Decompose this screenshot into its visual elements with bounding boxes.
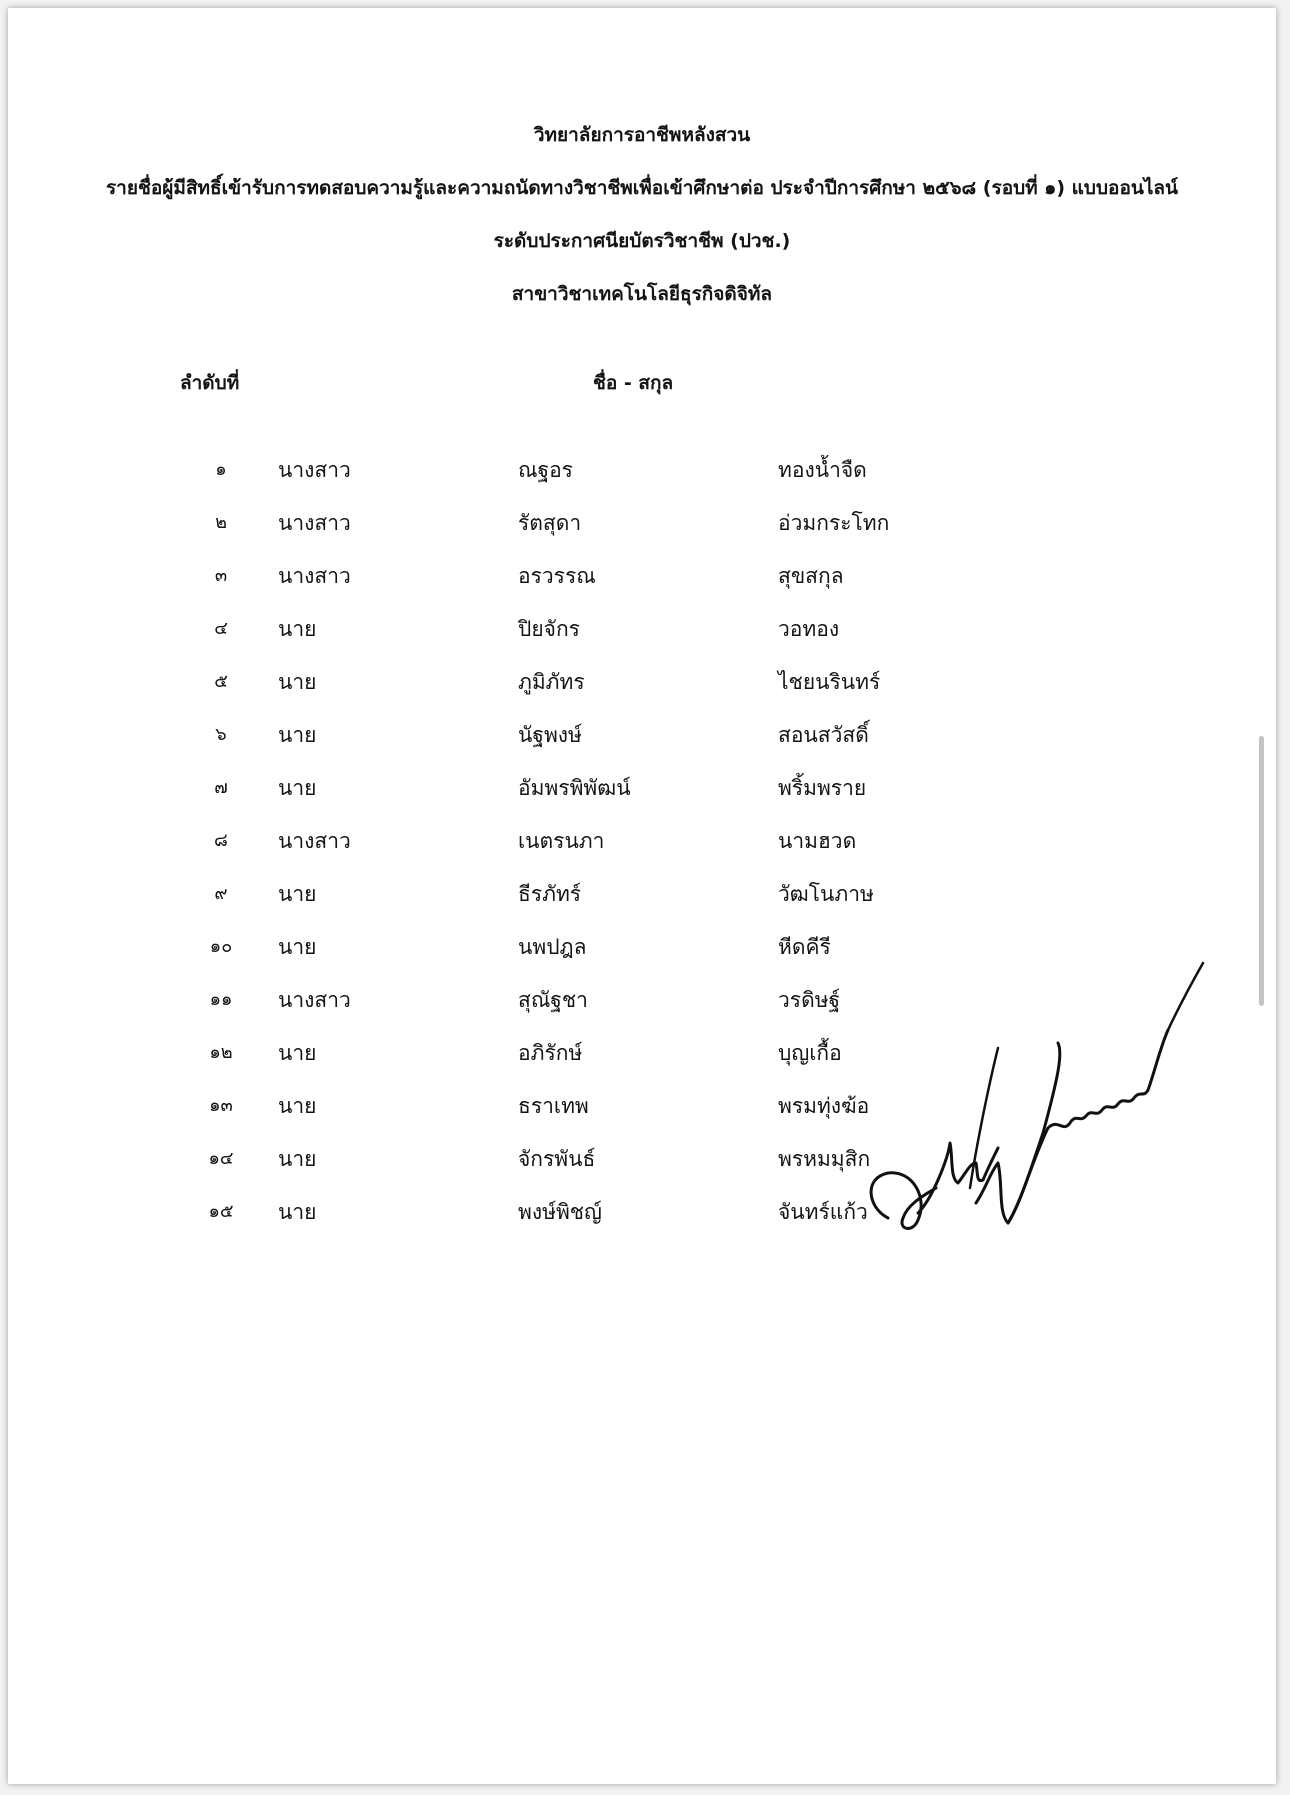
row-first-name: ภูมิภัทร — [518, 670, 585, 694]
row-number: ๙ — [214, 883, 228, 904]
row-last-name: หีดคีรี — [778, 935, 831, 959]
row-number: ๓ — [214, 565, 228, 586]
table-row — [8, 607, 1276, 660]
row-first-name: สุณัฐชา — [518, 988, 588, 1012]
row-title: นาย — [278, 1147, 317, 1171]
table-row — [8, 766, 1276, 819]
row-title: นาย — [278, 1041, 317, 1065]
table-row — [8, 554, 1276, 607]
row-title: นาย — [278, 935, 317, 959]
column-header-number: ลำดับที่ — [180, 372, 240, 394]
row-number: ๒ — [215, 512, 227, 533]
row-title: นาย — [278, 670, 317, 694]
row-number: ๑๐ — [209, 936, 233, 957]
scrollbar-thumb[interactable] — [1259, 736, 1264, 1006]
row-last-name: พรมทุ่งฆ้อ — [778, 1094, 870, 1118]
row-last-name: สุขสกุล — [778, 564, 844, 588]
row-first-name: ปิยจักร — [518, 617, 580, 641]
row-number: ๑๓ — [209, 1095, 233, 1116]
table-row — [8, 819, 1276, 872]
row-last-name: วอทอง — [778, 617, 840, 641]
document-page — [8, 8, 1276, 1784]
row-first-name: รัตสุดา — [518, 511, 582, 535]
row-title: นางสาว — [278, 829, 351, 853]
row-number: ๔ — [214, 618, 228, 639]
row-last-name: สอนสวัสดิ์ — [778, 723, 869, 747]
row-number: ๕ — [214, 671, 228, 692]
row-title: นางสาว — [278, 564, 351, 588]
column-header-name: ชื่อ - สกุล — [593, 372, 674, 394]
table-row — [8, 501, 1276, 554]
row-first-name: ธีรภัทร์ — [518, 882, 582, 906]
row-first-name: ธราเทพ — [518, 1094, 589, 1118]
row-last-name: วัฒโนภาษ — [778, 882, 874, 906]
row-number: ๘ — [214, 830, 228, 851]
row-first-name: เนตรนภา — [518, 829, 605, 853]
row-last-name: พริ้มพราย — [778, 776, 867, 800]
row-title: นาย — [278, 723, 317, 747]
signature-image — [858, 958, 1218, 1318]
row-title: นาย — [278, 617, 317, 641]
row-number: ๑๔ — [208, 1148, 234, 1169]
row-first-name: อัมพรพิพัฒน์ — [518, 776, 631, 800]
row-first-name: นัฐพงษ์ — [518, 723, 582, 747]
row-first-name: จักรพันธ์ — [518, 1147, 596, 1171]
row-first-name: พงษ์พิชญ์ — [518, 1200, 602, 1224]
row-last-name: อ่วมกระโทก — [778, 511, 890, 535]
row-number: ๑๒ — [209, 1042, 233, 1063]
education-level: ระดับประกาศนียบัตรวิชาชีพ (ปวช.) — [493, 230, 791, 252]
row-number: ๑๕ — [208, 1201, 234, 1222]
table-row — [8, 872, 1276, 925]
row-last-name: บุญเกื้อ — [778, 1041, 842, 1065]
row-title: นางสาว — [278, 458, 351, 482]
row-title: นางสาว — [278, 988, 351, 1012]
row-first-name: อรวรรณ — [518, 564, 596, 588]
row-title: นางสาว — [278, 511, 351, 535]
row-number: ๗ — [214, 777, 228, 798]
row-first-name: ณฐอร — [518, 458, 573, 482]
row-number: ๖ — [215, 724, 227, 745]
program-name: สาขาวิชาเทคโนโลยีธุรกิจดิจิทัล — [511, 283, 773, 305]
row-title: นาย — [278, 882, 317, 906]
row-first-name: นพปฎล — [518, 935, 587, 959]
row-last-name: นามฮวด — [778, 829, 857, 853]
row-title: นาย — [278, 1094, 317, 1118]
row-title: นาย — [278, 1200, 317, 1224]
row-number: ๑ — [215, 459, 227, 480]
row-last-name: วรดิษฐ์ — [778, 988, 841, 1012]
institution-title: วิทยาลัยการอาชีพหลังสวน — [533, 124, 751, 146]
document-subtitle: รายชื่อผู้มีสิทธิ์เข้ารับการทดสอบความรู้และความถนัดทางวิชาชีพเพื่อเข้าศึกษาต่อ ประจำปีการศึกษา ๒๕๖๘ (รอบที่ ๑) แบบออนไลน์ — [105, 177, 1179, 199]
table-row — [8, 660, 1276, 713]
row-title: นาย — [278, 776, 317, 800]
table-row — [8, 448, 1276, 501]
row-last-name: จันทร์แก้ว — [778, 1200, 868, 1224]
row-last-name: พรหมมุสิก — [778, 1147, 871, 1171]
row-last-name: ไชยนรินทร์ — [778, 670, 881, 694]
row-first-name: อภิรักษ์ — [518, 1041, 583, 1065]
row-last-name: ทองน้ำจืด — [778, 458, 867, 482]
row-number: ๑๑ — [209, 989, 233, 1010]
table-row — [8, 713, 1276, 766]
